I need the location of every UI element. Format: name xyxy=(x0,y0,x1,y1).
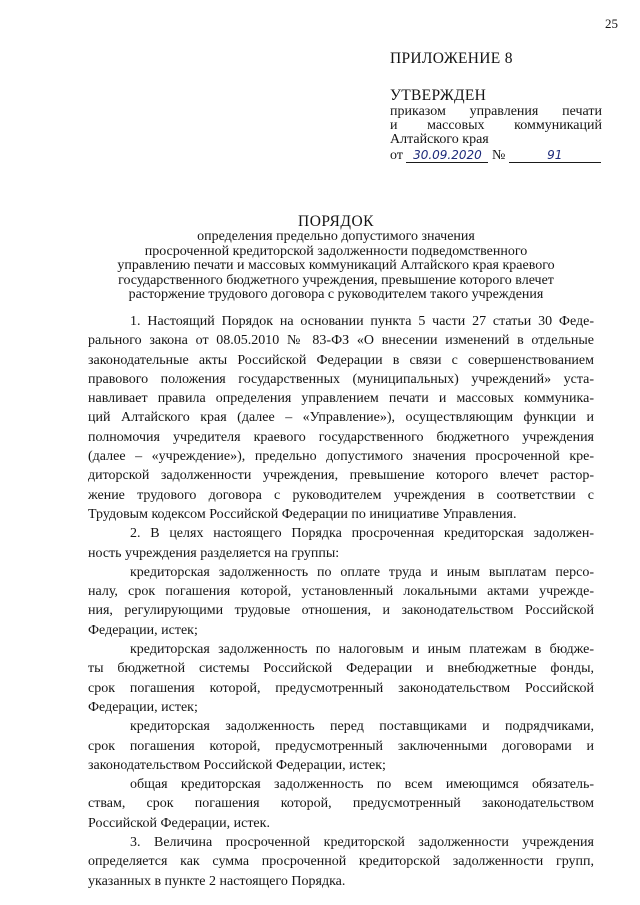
group-2-line: кредиторская задолженность по налоговым и иным платежам в бюдже- xyxy=(130,642,594,658)
paragraph-1-line: ций Алтайского края (далее – «Управление»), осуществляющим функции и xyxy=(88,410,594,426)
paragraph-2-line: ность учреждения разделяется на группы: xyxy=(88,545,340,561)
paragraph-1-line: навливает правила определения управлением печати и массовых коммуника- xyxy=(88,391,594,407)
paragraph-1-line: законодательные акты Российской Федерации в связи с совершенствованием xyxy=(88,352,594,368)
group-1-line: налу, срок погашения которой, установленный локальными актами учрежде- xyxy=(88,584,594,600)
page-number: 25 xyxy=(605,16,618,31)
approval-block xyxy=(390,50,602,164)
group-1-line: ния, регулирующими трудовые отношения, и законодательством Российской xyxy=(88,603,594,619)
paragraph-1-line: 1. Настоящий Порядок на основании пункта 5 части 27 статьи 30 Феде- xyxy=(130,314,594,329)
paragraph-1-line: (далее – «учреждение»), предельно допустимого значения просроченной кре- xyxy=(88,449,594,465)
group-3-line: законодательством Российской Федерации, истек; xyxy=(88,757,386,773)
group-3-line: срок погашения которой, предусмотренный заключенными договорами и xyxy=(88,738,594,754)
group-2-line: Федерации, истек; xyxy=(88,699,198,715)
group-4-line: ствам, срок погашения которой, предусмотренный законодательством xyxy=(88,796,594,812)
heading-line: расторжение трудового договора с руководителем такого учреждения xyxy=(128,287,544,302)
heading-line: управлению печати и массовых коммуникаций Алтайского края краевого xyxy=(117,258,555,273)
paragraph-2-line: 2. В целях настоящего Порядка просроченная кредиторская задолжен- xyxy=(130,526,594,542)
handwritten-number: 91 xyxy=(509,149,601,163)
group-3-line: кредиторская задолженность перед поставщиками и подрядчиками, xyxy=(130,719,594,735)
paragraph-1-line: жение трудового договора с руководителем учреждения в соответствии с xyxy=(88,487,594,503)
heading-line: государственного бюджетного учреждения, превышение которого влечет xyxy=(118,272,554,288)
group-4-line: Российской Федерации, истек. xyxy=(88,815,270,831)
group-1-line: кредиторская задолженность по оплате труда и иным выплатам персо- xyxy=(130,564,594,580)
approval-line: приказом управления печати xyxy=(390,104,602,119)
paragraph-1-line: диторской задолженности учреждения, превышение которого влечет растор- xyxy=(88,468,594,484)
paragraph-1-line: полномочия учредителя краевого государственного бюджетного учреждения xyxy=(88,429,594,445)
appendix-title: ПРИЛОЖЕНИЕ 8 xyxy=(390,50,513,67)
group-2-line: ты бюджетной системы Российской Федерации и внебюджетные фонды, xyxy=(88,661,594,677)
document-heading xyxy=(98,213,574,303)
approval-line: Алтайского края xyxy=(390,132,489,147)
number-sign: № xyxy=(491,148,506,163)
paragraph-1-line: рального закона от 08.05.2010 № 83-ФЗ «О внесении изменений в отдельные xyxy=(88,333,594,349)
document-body xyxy=(88,312,594,891)
group-2-line: срок погашения которой, предусмотренный законодательством Российской xyxy=(88,680,594,696)
document-title: ПОРЯДОК xyxy=(298,213,374,230)
order-date-number xyxy=(390,148,602,164)
approved-label: УТВЕРЖДЕН xyxy=(390,87,487,104)
paragraph-1-line: Трудовым кодексом Российской Федерации по инициативе Управления. xyxy=(88,506,517,522)
paragraph-3-line: определяется как сумма просроченной кредиторской задолженности групп, xyxy=(88,854,594,870)
date-prefix: от xyxy=(390,148,403,163)
handwritten-date: 30.09.2020 xyxy=(406,149,488,163)
paragraph-1-line: правового положения государственных (муниципальных) учреждений» уста- xyxy=(88,371,594,387)
group-1-line: Федерации, истек; xyxy=(88,622,198,638)
paragraph-3-line: указанных в пункте 2 настоящего Порядка. xyxy=(88,873,346,889)
heading-line: определения предельно допустимого значения xyxy=(197,229,475,244)
approval-line: и массовых коммуникаций xyxy=(390,118,602,133)
group-4-line: общая кредиторская задолженность по всем имеющимся обязатель- xyxy=(130,777,594,793)
heading-line: просроченной кредиторской задолженности подведомственного xyxy=(144,243,528,259)
paragraph-3-line: 3. Величина просроченной кредиторской задолженности учреждения xyxy=(130,835,594,851)
